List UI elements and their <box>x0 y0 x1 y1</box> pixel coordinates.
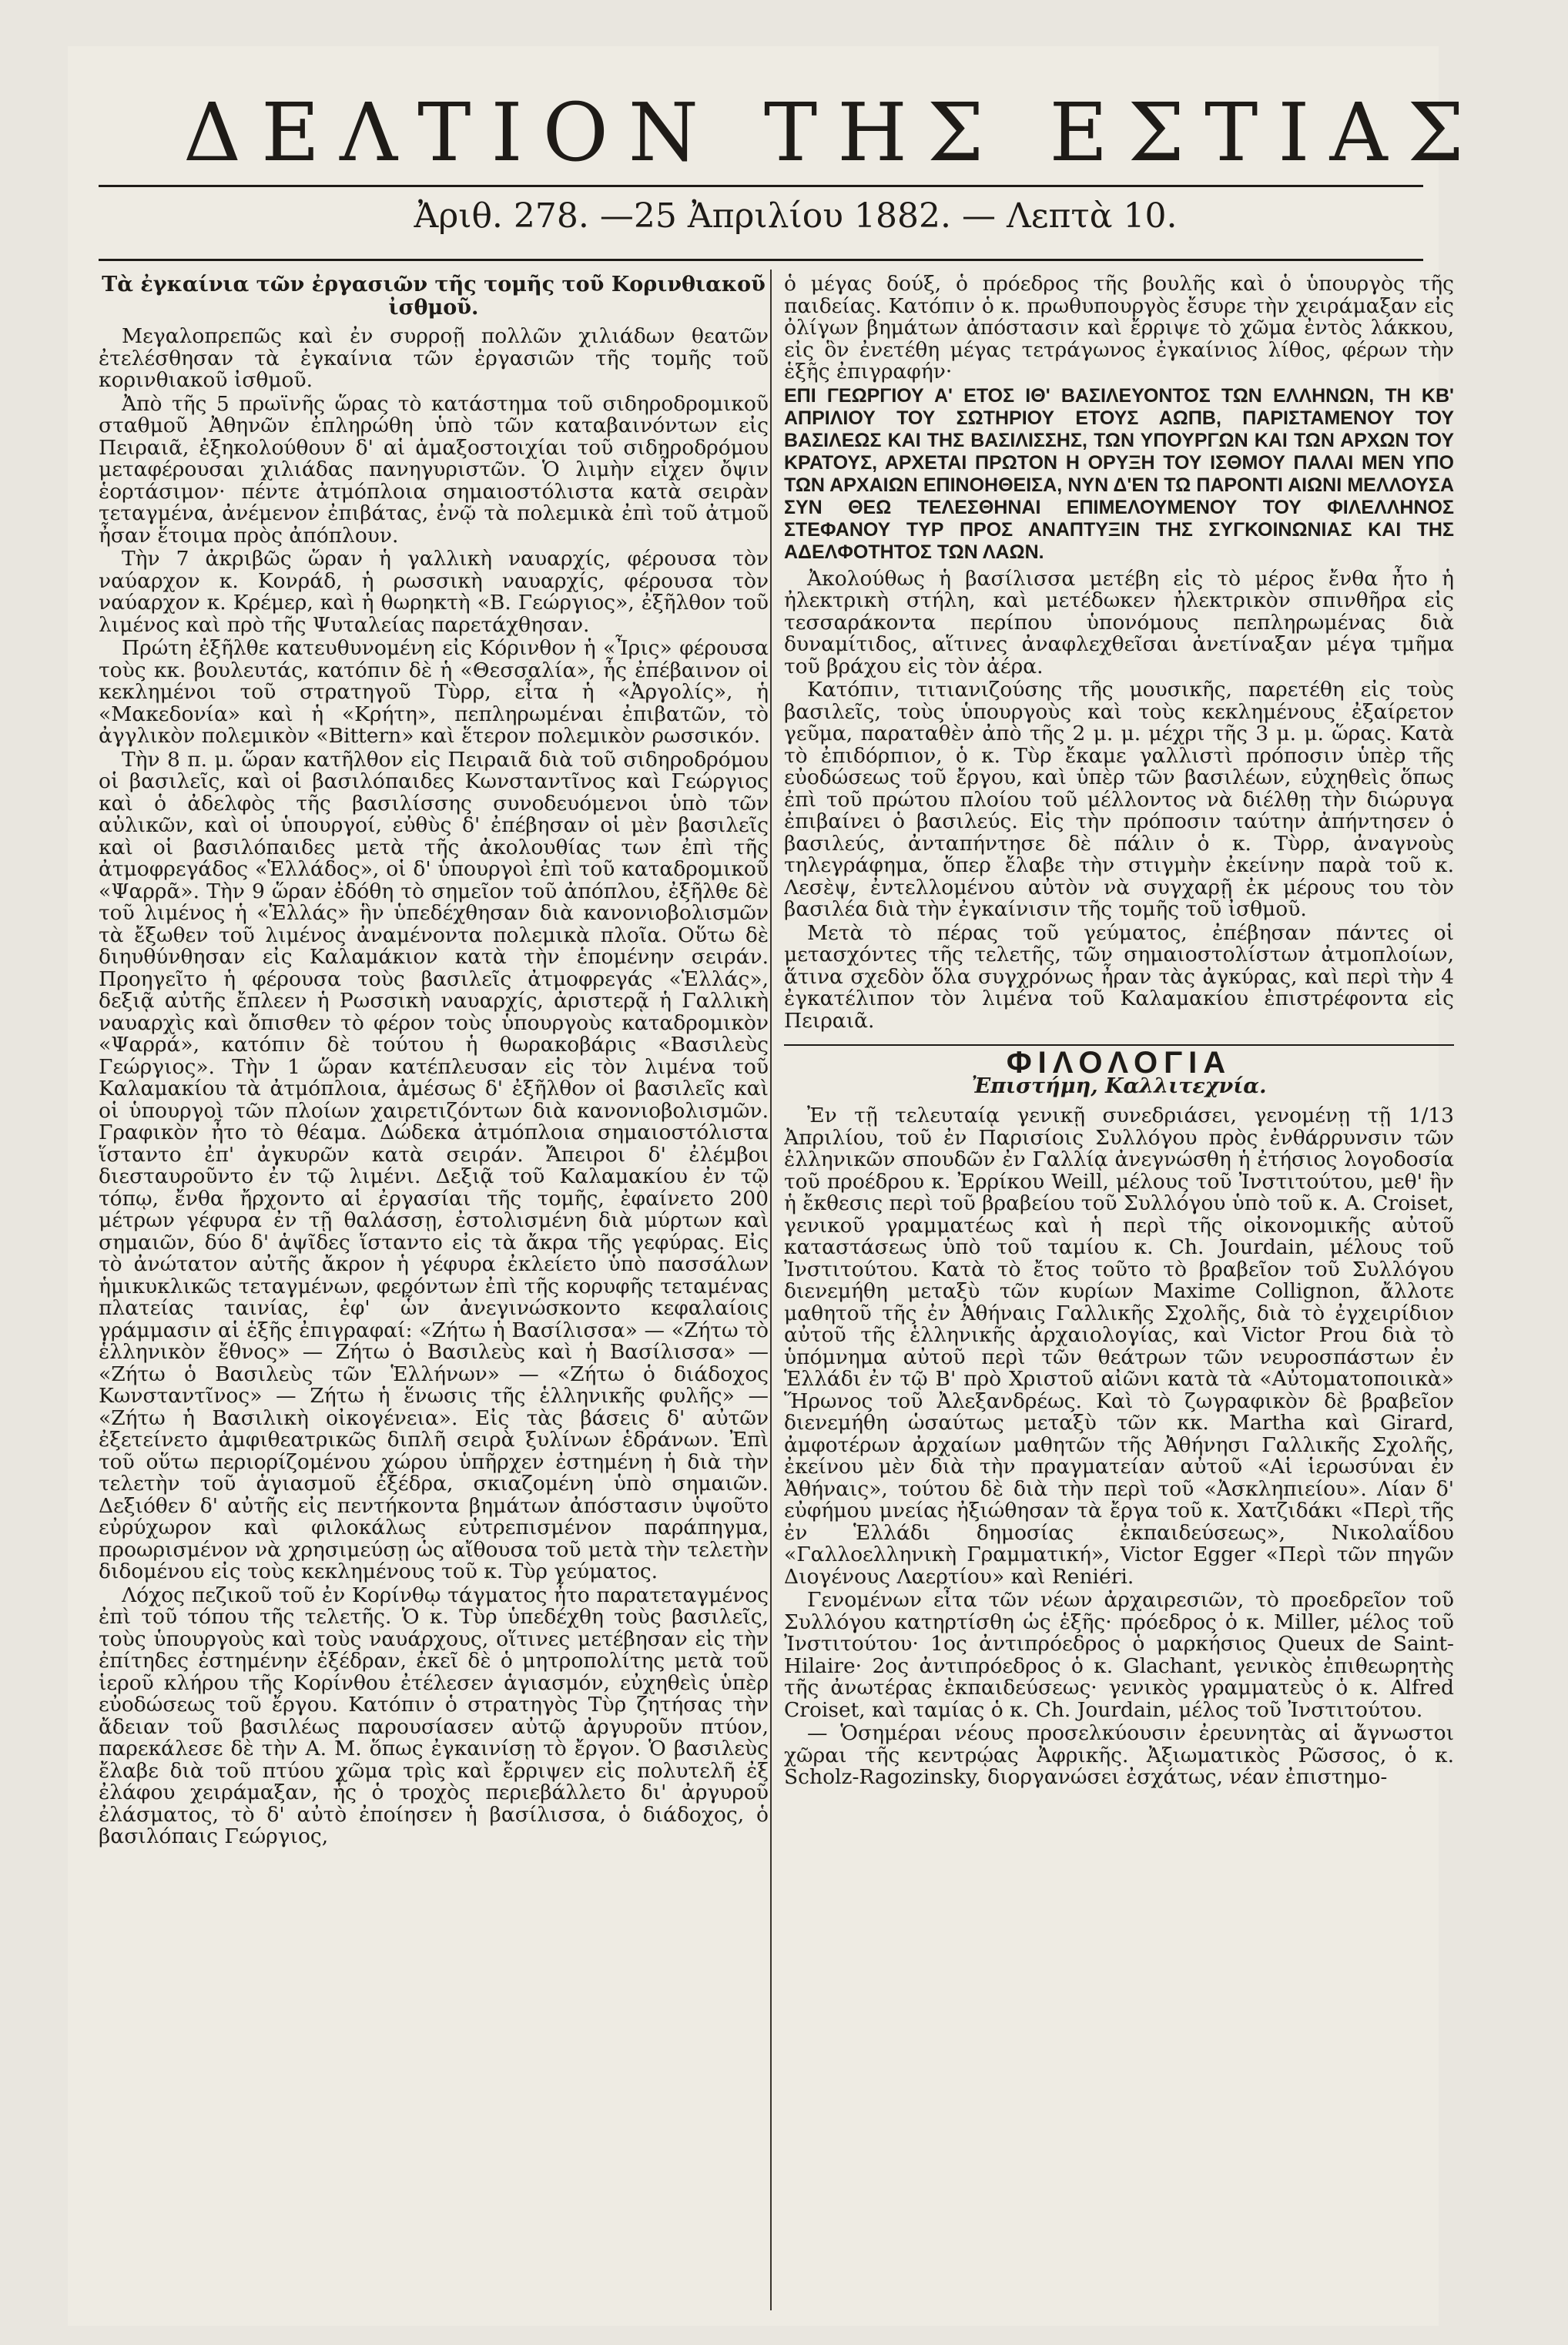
article-paragraph: Μετὰ τὸ πέρας τοῦ γεύματος, ἐπέβησαν πάντες οἱ μετασχόντες τῆς τελετῆς, τῶν σημαιοστολίστων ἀτμοπλοίων, ἅτινα σχεδὸν ὅλα συγχρόνως ἦραν τὰς ἀγκύρας, καὶ περὶ τὴν 4 ἐγκατέλιπον τὸν λιμένα τοῦ Καλαμακίου ἐπιστρέφοντα εἰς Πειραιᾶ. <box>784 920 1454 1033</box>
section-title: ΦΙΛΟΛΟΓΙΑ <box>1006 1046 1232 1080</box>
article-paragraph: Κατόπιν, τιτιανιζούσης τῆς μουσικῆς, παρετέθη εἰς τοὺς βασιλεῖς, τοὺς ὑπουργοὺς καὶ τοὺς κεκλημένους ἐξαίρετον γεῦμα, παραταθὲν ἀπὸ τῆς 2 μ. μ. μέχρι τῆς 3 μ. μ. ὥρας. Κατὰ τὸ ἐπιδόρπιον, ὁ κ. Τὺρ ἔκαμε γαλλιστὶ πρόποσιν ὑπὲρ τῆς εὐοδώσεως τοῦ ἔργου, καὶ ὑπὲρ τῶν βασιλέων, εὐχηθεὶς ὅπως ἐπὶ τοῦ πρώτου πλοίου τοῦ μέλλοντος νὰ διέλθῃ τὴν διώρυγα ἐπιβαίνει ὁ βασιλεύς. Εἰς τὴν πρόποσιν ταύτην ἀπήντησεν ὁ βασιλεύς, ἀνταπήντησε δὲ πάλιν ὁ κ. Τὺρρ, ἀναγνοὺς τηλεγράφημα, ὅπερ ἔλαβε τὴν στιγμὴν ἐκείνην παρὰ τοῦ κ. Λεσὲψ, ἐντελλομένου αὐτὸν νὰ συγχαρῇ ἐκ μέρους του τὸν βασιλέα διὰ τὴν ἐγκαίνισιν τῆς τομῆς τοῦ ἰσθμοῦ. <box>784 678 1454 921</box>
header-rule <box>99 259 1423 261</box>
article-paragraph: Μεγαλοπρεπῶς καὶ ἐν συρροῇ πολλῶν χιλιάδων θεατῶν ἐτελέσθησαν τὰ ἐγκαίνια τῶν ἐργασιῶν τῆς τομῆς τοῦ κορινθιακοῦ ἰσθμοῦ. <box>99 324 769 392</box>
stone-inscription: ΕΠΙ ΓΕΩΡΓΙΟΥ Α' ΕΤΟΣ ΙΘ' ΒΑΣΙΛΕΥΟΝΤΟΣ ΤΩΝ ΕΛΛΗΝΩΝ, ΤΗ ΚΒ' ΑΠΡΙΛΙΟΥ ΤΟΥ ΣΩΤΗΡΙΟΥ ΕΤΟΥΣ ΑΩΠΒ, ΠΑΡΙΣΤΑΜΕΝΟΥ ΤΟΥ ΒΑΣΙΛΕΩΣ ΚΑΙ ΤΗΣ ΒΑΣΙΛΙΣΣΗΣ, ΤΩΝ ΥΠΟΥΡΓΩΝ ΚΑΙ ΤΩΝ ΑΡΧΩΝ ΤΟΥ ΚΡΑΤΟΥΣ, ΑΡΧΕΤΑΙ ΠΡΩΤΟΝ Η ΟΡΥΞΗ ΤΟΥ ΙΣΘΜΟΥ ΠΑΛΑΙ ΜΕΝ ΥΠΟ ΤΩΝ ΑΡΧΑΙΩΝ ΕΠΙΝΟΗΘΕΙΣΑ, ΝΥΝ Δ'ΕΝ ΤΩ ΠΑΡΟΝΤΙ ΑΙΩΝΙ ΜΕΛΛΟΥΣΑ ΣΥΝ ΘΕΩ ΤΕΛΕΣΘΗΝΑΙ ΕΠΙΜΕΛΟΥΜΕΝΟΥ ΤΟΥ ΦΙΛΕΛΛΗΝΟΣ ΣΤΕΦΑΝΟΥ ΤΥΡ ΠΡΟΣ ΑΝΑΠΤΥΞΙΝ ΤΗΣ ΣΥΓΚΟΙΝΩΝΙΑΣ ΚΑΙ ΤΗΣ ΑΔΕΛΦΟΤΗΤΟΣ ΤΩΝ ΛΑΩΝ. <box>784 384 1454 563</box>
left-column <box>99 273 769 2306</box>
issue-line: Ἀριθ. 278. —25 Ἀπριλίου 1882. — Λεπτὰ 10. <box>414 196 1178 236</box>
article-paragraph: Πρώτη ἐξῆλθε κατευθυνομένη εἰς Κόρινθον ἡ «Ἶρις» φέρουσα τοὺς κκ. βουλευτάς, κατόπιν δὲ ἡ «Θεσσαλία», ἧς ἐπέβαινον οἱ κεκλημένοι τοῦ στρατηγοῦ Τὺρρ, εἶτα ἡ «Ἀργολίς», ἡ «Μακεδονία» καὶ ἡ «Κρήτη», πεπληρωμέναι ἐπιβατῶν, τὸ ἀγγλικὸν πολεμικὸν «Bittern» καὶ ἕτερον πολεμικὸν ρωσσικόν. <box>99 636 769 748</box>
article-title: Τὰ ἐγκαίνια τῶν ἐργασιῶν τῆς τομῆς τοῦ Κορινθιακοῦ ἰσθμοῦ. <box>102 273 766 320</box>
masthead-rule <box>99 185 1423 187</box>
section-paragraph: Ἐν τῇ τελευταίᾳ γενικῇ συνεδριάσει, γενομένῃ τῇ 1/13 Ἀπριλίου, τοῦ ἐν Παρισίοις Συλλόγου πρὸς ἐνθάρρυνσιν τῶν ἑλληνικῶν σπουδῶν ἐν Γαλλίᾳ ἀνεγνώσθη ἡ ἐτήσιος λογοδοσία τοῦ προέδρου κ. Ἐρρίκου Weill, μέλους τοῦ Ἰνστιτούτου, μεθ' ἣν ἡ ἔκθεσις περὶ τοῦ βραβείου τοῦ Συλλόγου ὑπὸ τοῦ κ. A. Croiset, γενικοῦ γραμματέως καὶ ἡ περὶ τῆς οἰκονομικῆς αὐτοῦ καταστάσεως ὑπὸ τοῦ ταμίου κ. Ch. Jourdain, μέλους τοῦ Ἰνστιτούτου. Κατὰ τὸ ἔτος τοῦτο τὸ βραβεῖον τοῦ Συλλόγου διενεμήθη μεταξὺ τῶν κυρίων Maxime Collignon, ἄλλοτε μαθητοῦ τῆς ἐν Ἀθήναις Γαλλικῆς Σχολῆς, διὰ τὸ ἐγχειρίδιον αὐτοῦ τῆς ἑλληνικῆς ἀρχαιολογίας, καὶ Victor Prou διὰ τὸ ὑπόμνημα αὐτοῦ περὶ τῶν θεάτρων τῶν νευροσπάστων ἐν Ἑλλάδι ἐν τῷ Β' πρὸ Χριστοῦ αἰῶνι κατὰ τὰ «Αὐτοματοποιικὰ» Ἥρωνος τοῦ Ἀλεξανδρέως. Καὶ τὸ ζωγραφικὸν δὲ βραβεῖον διενεμήθη ὡσαύτως μεταξὺ τῶν κκ. Martha καὶ Girard, ἀμφοτέρων ἀρχαίων μαθητῶν τῆς Ἀθήνησι Γαλλικῆς Σχολῆς, ἐκείνου μὲν διὰ τὴν πραγματείαν αὐτοῦ «Αἱ ἱερωσύναι ἐν Ἀθήναις», τούτου δὲ διὰ τὴν περὶ τοῦ «Ἀσκληπιείου». Λίαν δ' εὐφήμου μνείας ἠξιώθησαν τὰ ἔργα τοῦ κ. Χατζιδάκι «Περὶ τῆς ἐν Ἑλλάδι δημοσίας ἐκπαιδεύσεως», Νικολαΐδου «Γαλλοελληνικὴ Γραμματική», Victor Egger «Περὶ τῶν πηγῶν Διογένους Λαερτίου» καὶ Reniéri. <box>784 1104 1454 1589</box>
article-paragraph: Τὴν 7 ἀκριβῶς ὥραν ἡ γαλλικὴ ναυαρχίς, φέρουσα τὸν ναύαρχον κ. Κονράδ, ἡ ρωσσικὴ ναυαρχίς, φέρουσα τὸν ναύαρχον κ. Κρέμερ, καὶ ἡ θωρηκτὴ «Β. Γεώργιος», ἐξῆλθον τοῦ λιμένος καὶ πρὸ τῆς Ψυταλείας παρετάχθησαν. <box>99 547 769 637</box>
article-paragraph: Τὴν 8 π. μ. ὥραν κατῆλθον εἰς Πειραιᾶ διὰ τοῦ σιδηροδρόμου οἱ βασιλεῖς, καὶ οἱ βασιλόπαιδες Κωνσταντῖνος καὶ Γεώργιος καὶ ὁ ἀδελφὸς τῆς βασιλίσσης συνοδευόμενοι ὑπὸ τῶν αὐλικῶν, καὶ οἱ ὑπουργοί, εὐθὺς δ' ἐπέβησαν οἱ μὲν βασιλεῖς καὶ οἱ βασιλόπαιδες μετὰ τῆς ἀκολουθίας των ἐπὶ τῆς ἀτμοφρεγάδος «Ἑλλάδος», οἱ δ' ὑπουργοὶ ἐπὶ τοῦ καταδρομικοῦ «Ψαρρᾶ». Τὴν 9 ὥραν ἐδόθη τὸ σημεῖον τοῦ ἀπόπλου, ἐξῆλθε δὲ τοῦ λιμένος ἡ «Ἑλλάς» ἣν ὑπεδέχθησαν διὰ κανονιοβολισμῶν τὰ ἔξωθεν τοῦ λιμένος ἀναμένοντα πολεμικὰ πλοῖα. Οὕτω δὲ διηυθύνθησαν εἰς Καλαμάκιον κατὰ τὴν ἑπομένην σειράν. Προηγεῖτο ἡ φέρουσα τοὺς βασιλεῖς ἀτμοφρεγάς «Ἑλλάς», δεξιᾷ αὐτῆς ἔπλεεν ἡ Ρωσσικὴ ναυαρχίς, ἀριστερᾷ ἡ Γαλλικὴ ναυαρχὶς καὶ ὄπισθεν τὸ φέρον τοὺς ὑπουργοὺς καταδρομικὸν «Ψαρρά», κατόπιν δὲ τούτου ἡ θωρακοβάρις «Βασιλεὺς Γεώργιος». Τὴν 1 ὥραν κατέπλευσαν εἰς τὸν λιμένα τοῦ Καλαμακίου τὰ ἀτμόπλοια, ἀμέσως δ' ἐξῆλθον οἱ βασιλεῖς καὶ οἱ ὑπουργοὶ τῶν πλοίων χαιρετιζόντων διὰ κανονιοβολισμῶν. Γραφικὸν ἦτο τὸ θέαμα. Δώδεκα ἀτμόπλοια σημαιοστόλιστα ἵσταντο ἐπ' ἀγκυρῶν κατὰ σειράν. Ἄπειροι δ' ἐλέμβοι διεσταυροῦντο ἐν τῷ λιμένι. Δεξιᾷ τοῦ Καλαμακίου ἐν τῷ τόπῳ, ἔνθα ἤρχοντο αἱ ἐργασίαι τῆς τομῆς, ἐφαίνετο 200 μέτρων γέφυρα ἐν τῇ θαλάσσῃ, ἐστολισμένη διὰ μύρτων καὶ σημαιῶν, δύο δ' ἁψῖδες ἵσταντο εἰς τὰ ἄκρα τῆς γεφύρας. Εἰς τὸ ἀνώτατον αὐτῆς ἄκρον ἡ γέφυρα ἐκλείετο ὑπὸ πασσάλων ἡμικυκλικῶς τεταγμένων, φερόντων ἐπὶ τῆς κορυφῆς τεταμένας πλατείας ταινίας, ἐφ' ὧν ἀνεγινώσκοντο κεφαλαίοις γράμμασιν αἱ ἑξῆς ἐπιγραφαί: «Ζήτω ἡ Βασίλισσα» — «Ζήτω τὸ ἑλληνικὸν ἔθνος» — Ζήτω ὁ Βασιλεὺς καὶ ἡ Βασίλισσα» — «Ζήτω ὁ Βασιλεὺς τῶν Ἑλλήνων» — «Ζήτω ὁ διάδοχος Κωνσταντῖνος» — Ζήτω ἡ ἕνωσις τῆς ἑλληνικῆς φυλῆς» — «Ζήτω ἡ Βασιλικὴ οἰκογένεια». Εἰς τὰς βάσεις δ' αὐτῶν ἐξετείνετο ἀμφιθεατρικῶς διπλῆ σειρὰ ξυλίνων ἑδράνων. Ἐπὶ τοῦ οὕτω περιορίζομένου χώρου ὑπῆρχεν ἐστημένη ἡ διὰ τὴν τελετὴν τοῦ ἁγιασμοῦ ἐξέδρα, σκιαζομένη ὑπὸ σημαιῶν. Δεξιόθεν δ' αὐτῆς εἰς πεντήκοντα βημάτων ἀπόστασιν ὑψοῦτο εὐρύχωρον καὶ φιλοκάλως εὐτρεπισμένον παράπηγμα, προωρισμένον νὰ χρησιμεύσῃ ὡς αἴθουσα τοῦ μετὰ τὴν τελετὴν διδομένου εἰς τοὺς κεκλημένους τοῦ κ. Τὺρ γεύματος. <box>99 747 769 1583</box>
section-paragraph: Γενομένων εἶτα τῶν νέων ἀρχαιρεσιῶν, τὸ προεδρεῖον τοῦ Συλλόγου κατηρτίσθη ὡς ἑξῆς· πρόεδρος ὁ κ. Miller, μέλος τοῦ Ἰνστιτούτου· 1ος ἀντιπρόεδρος ὁ μαρκήσιος Queux de Saint-Hilaire· 2ος ἀντιπρόεδρος ὁ κ. Glachant, γενικὸς ἐπιθεωρητὴς τῆς ἀνωτέρας ἐκπαιδεύσεως· γενικὸς γραμματεὺς ὁ κ. Alfred Croiset, καὶ ταμίας ὁ κ. Ch. Jourdain, μέλος τοῦ Ἰνστιτούτου. <box>784 1588 1454 1722</box>
section-paragraph: — Ὁσημέραι νέους προσελκύουσιν ἐρευνητὰς αἱ ἄγνωστοι χῶραι τῆς κεντρῴας Ἀφρικῆς. Ἀξιωματικὸς Ρῶσσος, ὁ κ. Scholz-Ragozinsky, διοργανώσει ἐσχάτως, νέαν ἐπιστημο- <box>784 1721 1454 1789</box>
article-paragraph: Ἀπὸ τῆς 5 πρωϊνῆς ὥρας τὸ κατάστημα τοῦ σιδηροδρομικοῦ σταθμοῦ Ἀθηνῶν ἐπληρώθη ὑπὸ τῶν καταβαινόντων εἰς Πειραιᾶ, ἐξηκολούθουν δ' αἱ ἁμαξοστοιχίαι τοῦ σιδηροδρόμου μεταφέρουσαι χιλιάδας πανηγυριστῶν. Ὁ λιμὴν εἶχεν ὄψιν ἑορτάσιμον· πέντε ἀτμόπλοια σημαιοστόλιστα κατὰ σειρὰν τεταγμένα, ἀνέμενον ἐπιβάτας, ἐνῷ τὰ πολεμικὰ ἐπὶ τοῦ ἀτμοῦ ἦσαν ἕτοιμα πρὸς ἀπόπλουν. <box>99 391 769 548</box>
article-paragraph: Ἀκολούθως ἡ βασίλισσα μετέβη εἰς τὸ μέρος ἔνθα ἦτο ἡ ἠλεκτρικὴ στήλη, καὶ μετέδωκεν ἠλεκτρικὸν σπινθῆρα εἰς τεσσαράκοντα περίπου ὑπονόμους πεπληρωμένας διὰ δυναμίτιδος, αἵτινες ἀναφλεχθεῖσαι ἀνετίναξαν μέγα τμῆμα τοῦ βράχου εἰς τὸν ἀέρα. <box>784 566 1454 678</box>
article-paragraph: Λόχος πεζικοῦ τοῦ ἐν Κορίνθῳ τάγματος ἦτο παρατεταγμένος ἐπὶ τοῦ τόπου τῆς τελετῆς. Ὁ κ. Τὺρ ὑπεδέχθη τοὺς βασιλεῖς, τοὺς ὑπουργοὺς καὶ τοὺς ναυάρχους, οἵτινες μετέβησαν εἰς τὴν ἐπίτηδες ἐστημένην ἐξέδραν, ἐκεῖ δὲ ὁ μητροπολίτης μετὰ τοῦ ἱεροῦ κλήρου τῆς Κορίνθου ἐτέλεσεν ἁγιασμόν, εὐχηθεὶς ὑπὲρ εὐοδώσεως τοῦ ἔργου. Κατόπιν ὁ στρατηγὸς Τὺρ ζητήσας τὴν ἄδειαν τοῦ βασιλέως παρουσίασεν αὐτῷ ἀργυροῦν πτύον, παρεκάλεσε δὲ τὴν Α. Μ. ὅπως ἐγκαινίσῃ τὸ ἔργον. Ὁ βασιλεὺς ἔλαβε διὰ τοῦ πτύου χῶμα τρὶς καὶ ἔρριψεν εἰς πολυτελῆ ἐξ ἐλάφου χειράμαξαν, ἧς ὁ τροχὸς περιεβάλλετο δι' ἀργυροῦ ἐλάσματος, τὸ δ' αὐτὸ ἐποίησεν ἡ βασίλισσα, ὁ διάδοχος, ὁ βασιλόπαις Γεώργιος, <box>99 1583 769 1848</box>
section-subtitle: Ἐπιστήμη, Καλλιτεχνία. <box>971 1074 1267 1098</box>
right-column <box>784 273 1454 2306</box>
column-divider <box>770 270 772 2310</box>
article-paragraph-continued: ὁ μέγας δούξ, ὁ πρόεδρος τῆς βουλῆς καὶ ὁ ὑπουργὸς τῆς παιδείας. Κατόπιν ὁ κ. πρωθυπουργὸς ἔσυρε τὴν χειράμαξαν εἰς ὀλίγων βημάτων ἀπόστασιν καὶ ἔρριψε τὸ χῶμα ἐντὸς λάκκου, εἰς ὃν ἐνετέθη μέγας τετράγωνος ἐγκαίνιος λίθος, φέρων τὴν ἑξῆς ἐπιγραφήν· <box>784 273 1454 384</box>
masthead-title: ΔΕΛΤΙΟΝ ΤΗΣ ΕΣΤΙΑΣ <box>183 85 1485 179</box>
newspaper-page <box>68 46 1485 2326</box>
